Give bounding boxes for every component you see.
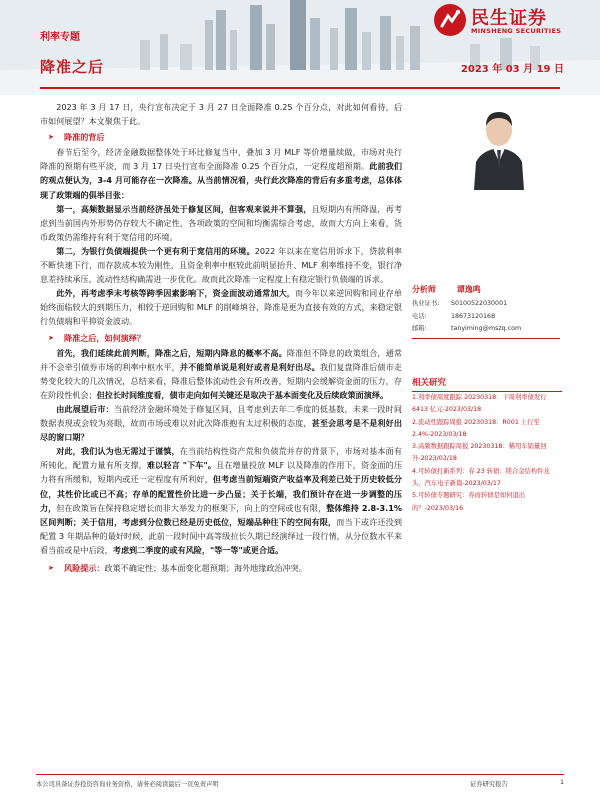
section-heading: [40, 331, 402, 345]
related-title: 相关研究: [412, 376, 562, 392]
related-item[interactable]: 4.可转债打新系列：春 23 转债：镁合金结构件龙头，汽车电子新篇-2023/03/17: [412, 467, 550, 488]
text-bold: 由此展望后市：: [56, 403, 114, 414]
header-divider: [40, 87, 560, 89]
analyst-row: [412, 311, 562, 324]
analyst-divider: [412, 338, 560, 339]
text-plain: 当前经济金融环境处于修复区间，且考虑到去年二季度的低基数，未来一段时间数据表现或会较为亮眼，故而市场或难以对此次降准抱有太过积极的态度，: [40, 403, 402, 429]
company-logo: [433, 3, 583, 39]
paragraph: [40, 202, 402, 244]
text-plain: 但在政策旨在保持稳定增长而非大举发力的框架下，向上的空间或也有限，: [56, 502, 327, 513]
risk-label: 风险提示：: [64, 563, 105, 573]
related-research: [412, 376, 562, 515]
section-arrow-icon: ➤: [48, 564, 54, 572]
page-number: 1: [560, 779, 565, 786]
text-plain: 而当下或许还没到配置 3 年期品种的最好时候，此前一段时间中高等级拉长久期已经演绎过一段行情，从分位数水平来看当前或是中后段，: [40, 516, 402, 555]
paragraph: [40, 444, 402, 557]
main-content: [40, 100, 402, 575]
row-key: 邮箱:: [412, 325, 427, 332]
analyst-header: [412, 284, 562, 298]
text-bold: 考虑到二季度的或有风险，"等一等"或更合适。: [112, 544, 284, 555]
text-plain: 且在增量投放 MLF 以及降准的作用下，资金面的压力将有所缓和，短期内或还一定程度有所利好，: [40, 460, 402, 485]
text-bold: 整体维持 2.8-3.1%区间判断；关于信用，考虑到分位数已经是历史低位，短端品种往下的空间有限，: [40, 502, 402, 527]
footer-divider: [36, 774, 564, 775]
paragraph: [40, 346, 402, 402]
header-banner: [0, 0, 600, 95]
row-key: 电话:: [412, 312, 427, 320]
logo-text-cn: 民生证券: [471, 8, 547, 29]
footer-doc-type: 证券研究报告: [470, 781, 508, 788]
row-key: 执业证书:: [412, 300, 440, 307]
intro-paragraph: 2023 年 3 月 17 日，央行宣布决定于 3 月 27 日全面降准 0.25 个百分点，对此如何看待，后市如何展望？本文聚焦于此。: [40, 102, 402, 127]
report-title: 降准之后: [40, 58, 105, 76]
footer-disclaimer: 本公司具备证券投资咨询业务资格，请务必阅读最后一页免责声明: [36, 781, 219, 788]
analyst-info: [412, 284, 562, 339]
risk-warning: [40, 561, 402, 575]
text-bold: 此外，再考虑季末考核等跨季因素影响下，资金面波动通常加大，: [56, 288, 296, 299]
related-item[interactable]: 5.可转债专题研究：券商转债是如何退出的？-2023/03/16: [412, 492, 526, 512]
text-bold: 对此，我们认为也无需过于谨慎，: [56, 446, 180, 457]
text-bold: 并不能简单说是利好或者是利好出尽。: [179, 361, 320, 372]
paragraph: [40, 402, 402, 444]
paragraph: [40, 244, 402, 286]
paragraph: [40, 286, 402, 328]
analyst-row: [412, 323, 562, 336]
minsheng-logo-icon: [433, 3, 467, 37]
section-title: 降准之后，如何演绎？: [64, 332, 145, 343]
related-item[interactable]: 3.高频数据跟踪周报 20230318：稀用车销量回升-2023/03/18: [412, 443, 547, 463]
section-arrow-icon: ➤: [48, 333, 54, 342]
analyst-name: 谭逸鸣: [456, 285, 481, 294]
text-plain: 春节后至今，经济金融数据整体处于环比修复当中，叠加 3 月 MLF 等价增量续做，市场对央行降准的预期有些平淡，而 3 月 17 日央行宣布全面降准 0.25 个百分点，一定程度超预期。: [40, 147, 402, 172]
text-plain: 且短期内有所降温，再考虑到当前国内外形势仍存较大不确定性，各项政策的空间和均衡需综合考虑，故而大方向上来看，货币政策仍需维持有利于宽信用的环境。: [40, 203, 402, 242]
text-plain: 而今年以来逆回购和同业存单始终面临较大的到期压力，相较于逆回购和 MLF 的削峰填谷，降准是更为直接有效的方式，来稳定银行负债端和平抑资金波动。: [40, 288, 402, 327]
related-item[interactable]: 1.利率债周度跟踪 20230318：下周利率债发行 6413 亿元-2023/03/18: [412, 394, 547, 414]
report-category-tag: 利率专题: [40, 32, 80, 43]
text-bold: 第二，为银行负债端提供一个更有利于宽信用的环境。: [56, 245, 255, 256]
analyst-row: [412, 298, 562, 311]
text-bold: 甚至会思考是不是利好出尽的窗口期？: [40, 418, 402, 443]
logo-text-en: MINSHENG SECURITIES: [471, 27, 562, 35]
analyst-label: 分析师: [412, 285, 436, 294]
analyst-photo: [464, 100, 534, 190]
section-heading: [40, 130, 402, 144]
report-date: 2023 年 03 月 19 日: [460, 64, 564, 75]
paragraph: [40, 145, 402, 201]
text-bold: 此前我们的观点便认为，3-4 月可能存在一次降准。从当前情况看，央行此次降准的背后有多重考虑，总体体现了政策端的俱举目张：: [40, 161, 402, 200]
section-arrow-icon: ➤: [48, 133, 54, 142]
related-item[interactable]: 2.流动性跟踪周报 20230318：R001 上行至 2.4%-2023/03/18: [412, 418, 540, 438]
row-value[interactable]: tanyiming@mszq.com: [451, 325, 522, 332]
row-value: 18673120168: [451, 312, 496, 320]
text-bold: 第一，高频数据显示当前经济虽处于修复区间，但客观来说并不算强，: [56, 203, 312, 214]
text-plain: 2022 年以来在宽信用诉求下，贷款利率不断快速下行，而存款成本较为刚性，且资金利率中枢较此前明显抬升、MLF 利率维持不变，银行净息差持续承压，流动性结构确需进一步优化。故而此次降准一定程度上有稳定银行负债端的诉求。: [40, 245, 402, 285]
text-bold: 首先，我们延续此前判断，降准之后，短期内降息的概率不高。: [56, 347, 287, 358]
text-plain: 在当前结构性资产荒和负债荒并存的背景下，市场对基本面有所钝化，配置力量有所支撑，: [40, 446, 402, 471]
section-title: 降准的背后: [64, 132, 105, 143]
text-bold: 但考虑当前短端资产收益率及利差已处于历史较低分位，其性价比或已不高；存单的配置性价比进一步凸显；关于长端，我们预计存在进一步调整的压力，: [40, 474, 402, 513]
text-plain: 降准但不降息的政策组合，通常并不会牵引债券市场的利率中枢水平，: [40, 347, 402, 372]
row-value: S0100522030001: [451, 300, 508, 307]
risk-text: 政策不确定性；基本面变化超预期；海外地缘政治冲突。: [104, 563, 307, 573]
text-bold: 但拉长时间维度看，债市走向如何关键还是取决于基本面变化及后续政策面演绎。: [96, 389, 389, 400]
text-bold: 难以轻言 "下车"。: [146, 460, 217, 471]
text-plain: 我们复盘降准后债市走势变化较大的几次情况，总结来看，降准后整体流动性会有所改善，短期内会缓解资金面的压力，存在阶段性机会；: [40, 361, 402, 400]
